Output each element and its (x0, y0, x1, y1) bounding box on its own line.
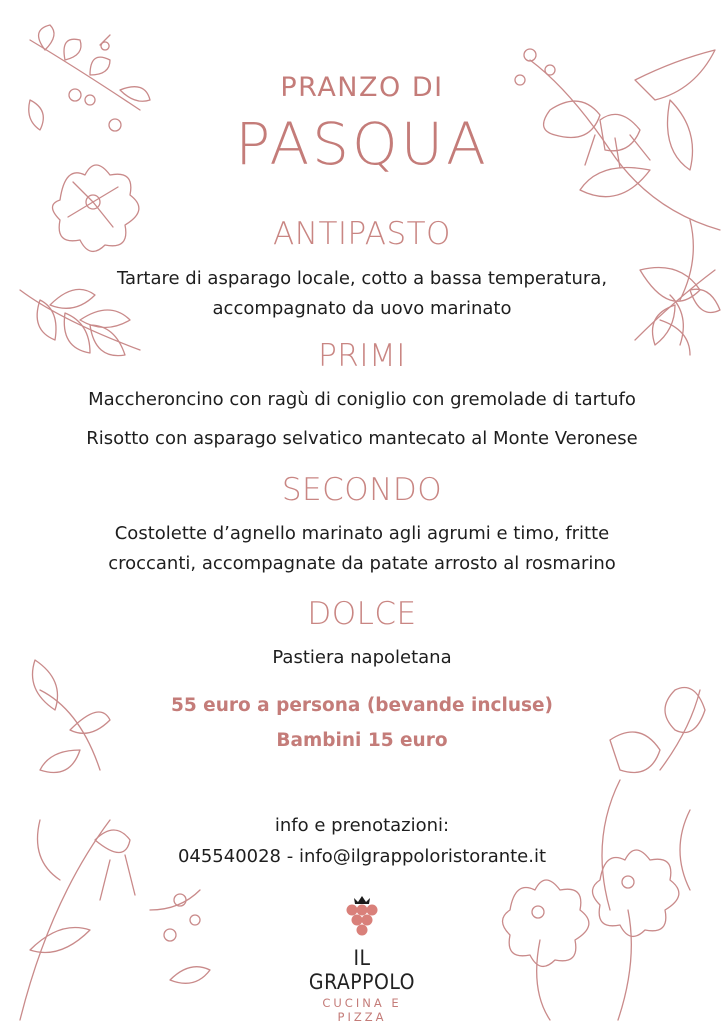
grape-icon (337, 890, 387, 940)
menu-item-line: Costolette d’agnello marinato agli agrumi e timo, fritte (114, 523, 610, 544)
restaurant-logo (300, 890, 424, 1024)
menu-item-line: Pastiera napoletana (272, 647, 452, 668)
menu-item-line: accompagnato da uovo marinato (212, 298, 512, 319)
price-children: Bambini 15 euro (276, 730, 448, 751)
section-heading-dolce: DOLCE (307, 596, 417, 632)
menu-item-line: Risotto con asparago selvatico mantecato al Monte Veronese (86, 428, 638, 449)
logo-name: IL GRAPPOLO (308, 946, 416, 994)
price-adult: 55 euro a persona (bevande incluse) (170, 695, 554, 716)
section-heading-secondo: SECONDO (281, 472, 443, 508)
menu-item-line: Maccheroncino con ragù di coniglio con gremolade di tartufo (88, 389, 636, 410)
section-heading-antipasto: ANTIPASTO (273, 216, 451, 252)
title-line-1: PRANZO DI (280, 72, 444, 103)
contact-label: info e prenotazioni: (274, 815, 450, 836)
menu-item-line: croccanti, accompagnate da patate arrosto al rosmarino (108, 553, 616, 574)
logo-tagline: CUCINA E PIZZA (322, 996, 402, 1024)
section-heading-primi: PRIMI (318, 338, 406, 374)
contact-details: 045540028 - info@ilgrappoloristorante.it (177, 846, 547, 867)
menu-item-line: Tartare di asparago locale, cotto a bassa temperatura, (116, 268, 608, 289)
title-line-2: PASQUA (235, 110, 489, 178)
